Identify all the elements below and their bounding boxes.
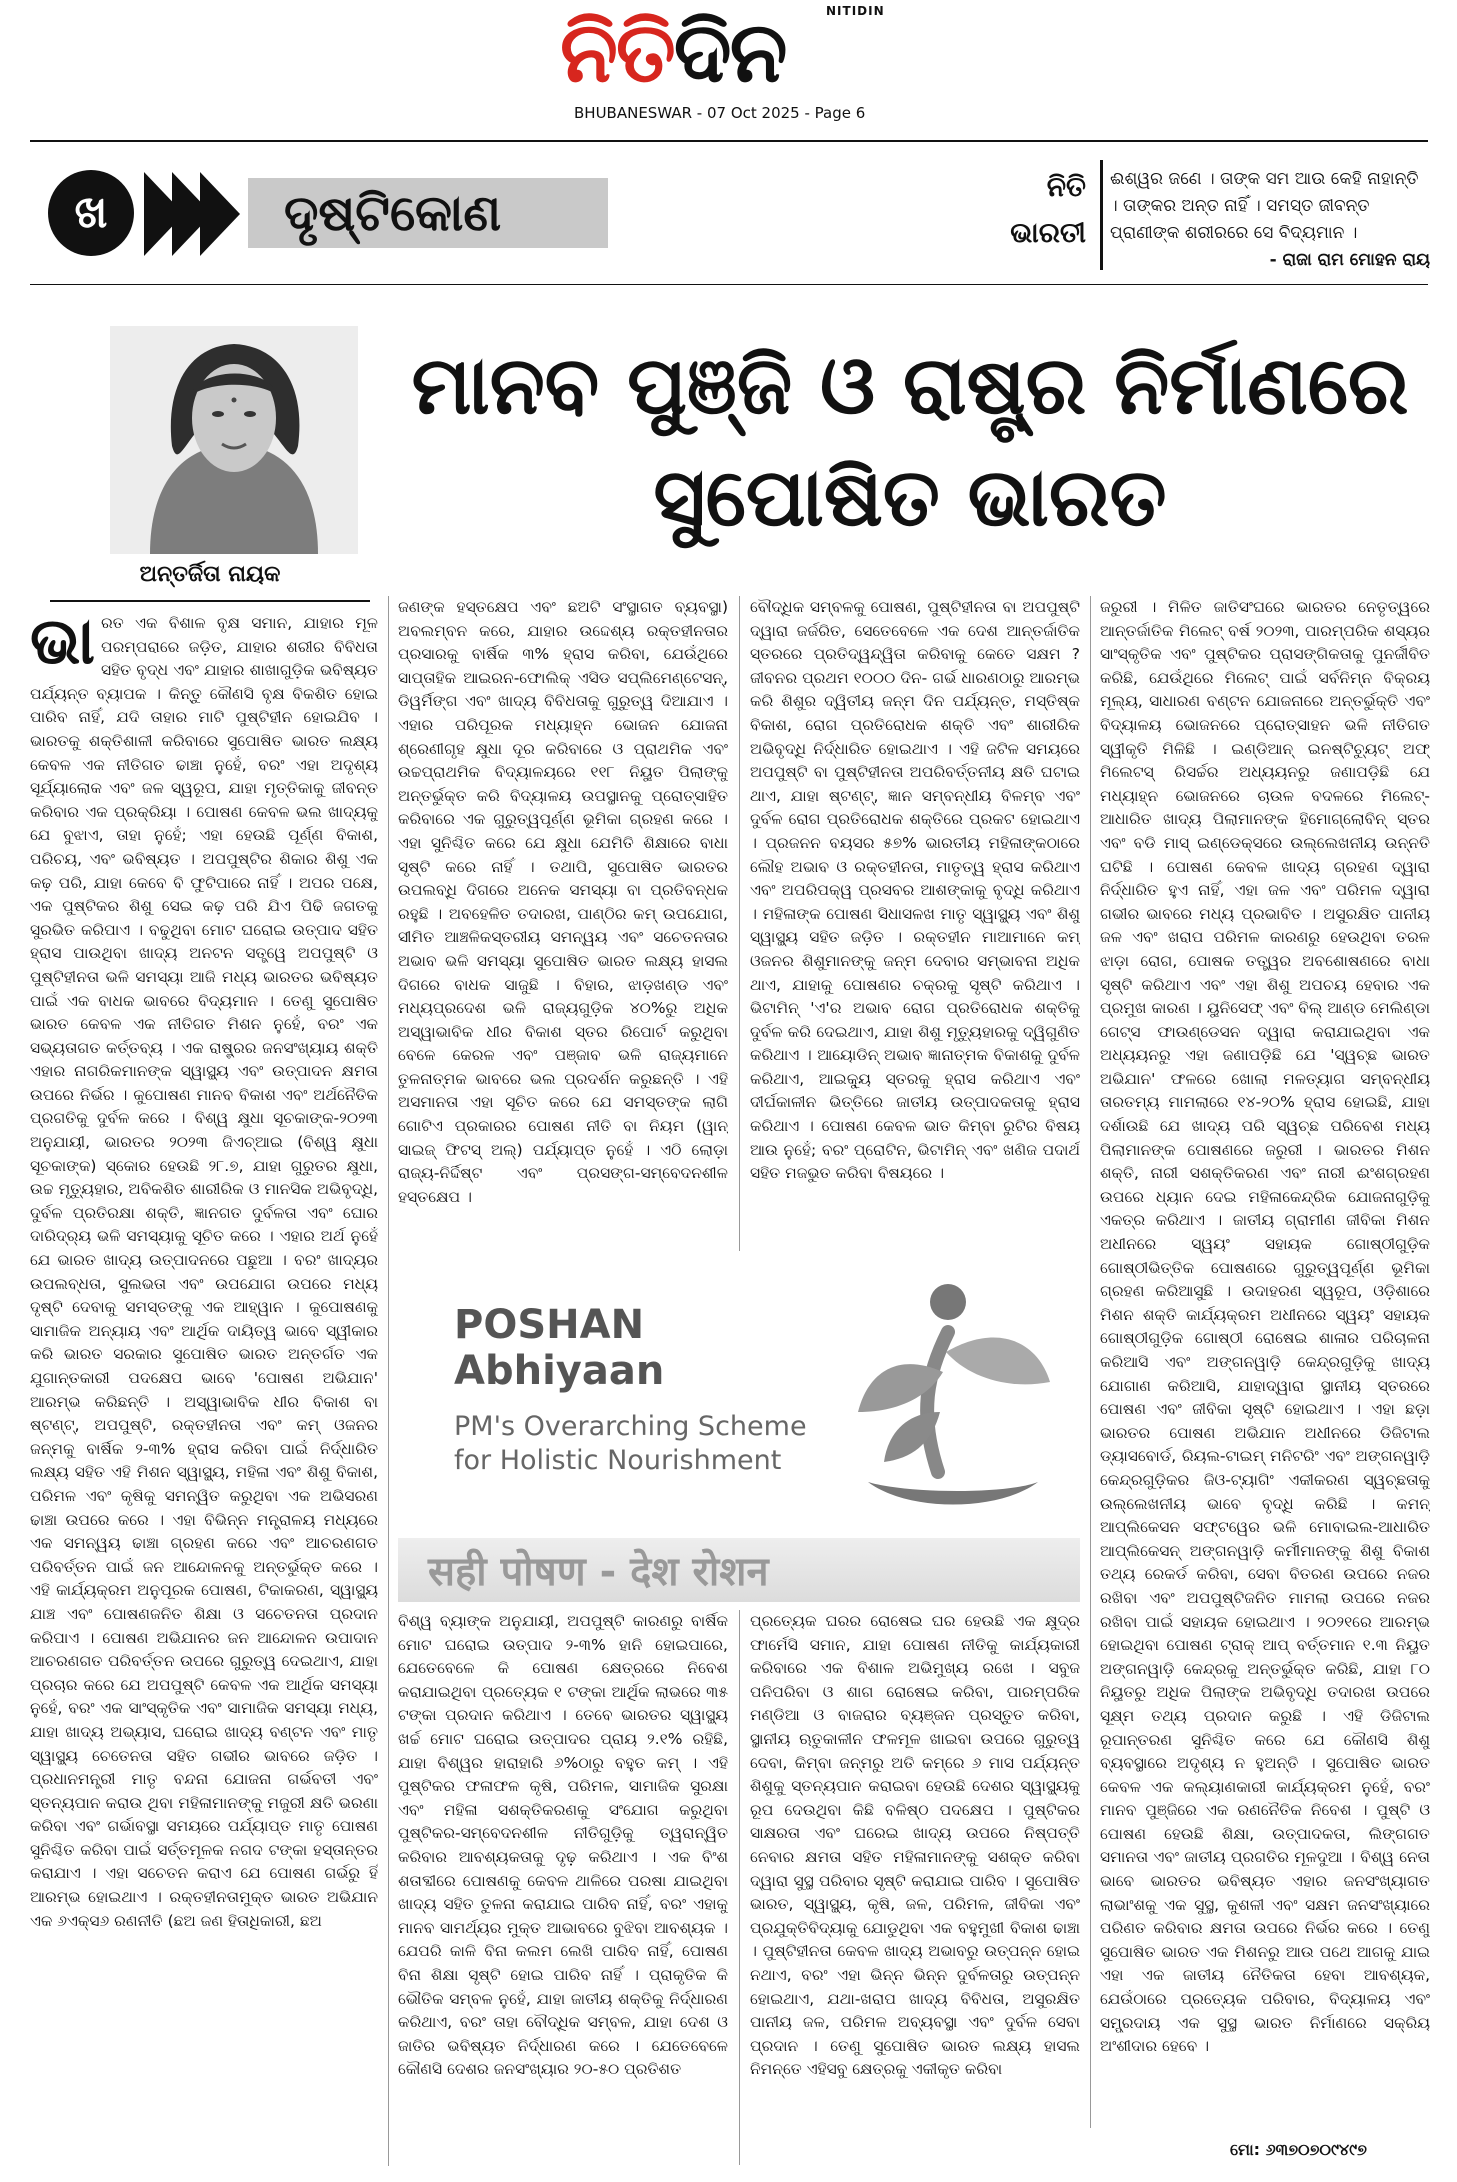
logo-part2: ଦିନ [673,3,786,101]
article-column-1 [30,612,378,2167]
article-column-2-lower [398,1610,728,2165]
column-4-text: ଜରୁରୀ । ମିଳିତ ଜାତିସଂଘରେ ଭାରତର ନେତୃତ୍ୱରେ ଆନ୍ତର୍ଜାତିକ ମିଲେଟ୍ ବର୍ଷ ୨୦୨୩, ପାରମ୍ପରିକ ଶସ୍ୟର ସାଂସ୍କୃତିକ ଏବଂ ପୁଷ୍ଟିକର ପ୍ରାସଙ୍ଗିକତାକୁ ପୁନର୍ଜୀବିତ କରିଛି, ଯେଉଁଥିରେ ମିଲେଟ୍ ପାଇଁ ସର୍ବନିମ୍ନ ବିକ୍ରୟ ମୂଲ୍ୟ, ସାଧାରଣ ବଣ୍ଟନ ଯୋଜନାରେ ଅନ୍ତର୍ଭୁକ୍ତି ଏବଂ ବିଦ୍ୟାଳୟ ଭୋଜନରେ ପ୍ରୋତ୍ସାହନ ଭଳି ନୀତିଗତ ସ୍ୱୀକୃତି ମିଳିଛି । ଇଣ୍ଡିଆନ୍ ଇନଷ୍ଟିଚ୍ୟୁଟ୍ ଅଫ୍ ମିଲେଟସ୍ ରିସର୍ଚ୍ଚର ଅଧ୍ୟୟନରୁ ଜଣାପଡ଼ିଛି ଯେ ମଧ୍ୟାହ୍ନ ଭୋଜନରେ ଚାଉଳ ବଦଳରେ ମିଲେଟ୍-ଆଧାରିତ ଖାଦ୍ୟ ପିଲାମାନଙ୍କ ହିମୋଗ୍ଲୋବିନ୍ ସ୍ତର ଏବଂ ବଡି ମାସ୍ ଇଣ୍ଡେକ୍ସରେ ଉଲ୍ଲେଖନୀୟ ଉନ୍ନତି ଘଟିଛି । ପୋଷଣ କେବଳ ଖାଦ୍ୟ ଗ୍ରହଣ ଦ୍ୱାରା ନିର୍ଦ୍ଧାରିତ ହୁଏ ନାହିଁ, ଏହା ଜଳ ଏବଂ ପରିମଳ ଦ୍ୱାରା ଗଭୀର ଭାବରେ ମଧ୍ୟ ପ୍ରଭାବିତ । ଅସୁରକ୍ଷିତ ପାନୀୟ ଜଳ ଏବଂ ଖରାପ ପରିମଳ କାରଣରୁ ହେଉଥିବା ତରଳ ଝାଡ଼ା ରୋଗ, ପୋଷକ ତତ୍ତ୍ୱର ଅବଶୋଷଣରେ ବାଧା ସୃଷ୍ଟି କରିଥାଏ ଏବଂ ଏହା ଶିଶୁ ଅପଚୟ ହେବାର ଏକ ପ୍ରମୁଖ କାରଣ । ୟୁନିସେଫ୍ ଏବଂ ବିଲ୍ ଆଣ୍ଡ ମେଲିଣ୍ଡା ଗେଟ୍ସ ଫାଉଣ୍ଡେସନ ଦ୍ୱାରା କରାଯାଇଥିବା ଏକ ଅଧ୍ୟୟନରୁ ଏହା ଜଣାପଡ଼ିଛି ଯେ 'ସ୍ୱଚ୍ଛ ଭାରତ ଅଭିଯାନ' ଫଳରେ ଖୋଲା ମଳତ୍ୟାଗ ସମ୍ବନ୍ଧୀୟ ତାରତମ୍ୟ ମାମଲାରେ ୧୪-୨୦% ହ୍ରାସ ହୋଇଛି, ଯାହା ଦର୍ଶାଉଛି ଯେ ଖାଦ୍ୟ ପରି ସ୍ୱଚ୍ଛ ପରିବେଶ ମଧ୍ୟ ପିଲାମାନଙ୍କ ପୋଷଣରେ ଜରୁରୀ । ଭାରତର ମିଶନ ଶକ୍ତି, ନାରୀ ସଶକ୍ତିକରଣ ଏବଂ ନାରୀ ଈଂଶଗ୍ରହଣ ଉପରେ ଧ୍ୟାନ ଦେଇ ମହିଳାକେନ୍ଦ୍ରିକ ଯୋଜନାଗୁଡ଼ିକୁ ଏକତ୍ର କରିଥାଏ । ଜାତୀୟ ଗ୍ରାମୀଣ ଜୀବିକା ମିଶନ ଅଧୀନରେ ସ୍ୱୟଂ ସହାୟକ ଗୋଷ୍ଠୀଗୁଡ଼ିକ ଗୋଷ୍ଠୀଭିତ୍ତିକ ପୋଷଣରେ ଗୁରୁତ୍ୱପୂର୍ଣ୍ଣ ଭୂମିକା ଗ୍ରହଣ କରିଆସୁଛି । ଉଦାହରଣ ସ୍ୱରୂପ, ଓଡ଼ିଶାରେ ମିଶନ ଶକ୍ତି କାର୍ଯ୍ୟକ୍ରମ ଅଧୀନରେ ସ୍ୱୟଂ ସହାୟକ ଗୋଷ୍ଠୀଗୁଡ଼ିକ ଗୋଷ୍ଠୀ ରୋଷେଇ ଶାଳାର ପରିଚାଳନା କରିଆସି ଏବଂ ଅଙ୍ଗନୱାଡ଼ି କେନ୍ଦ୍ରଗୁଡ଼ିକୁ ଖାଦ୍ୟ ଯୋଗାଣ କରିଆସି, ଯାହାଦ୍ୱାରା ସ୍ଥାନୀୟ ସ୍ତରରେ ପୋଷଣ ଏବଂ ଜୀବିକା ସୃଷ୍ଟି ହୋଇଥାଏ । ଏହା ଛଡ଼ା ଭାରତର ପୋଷଣ ଅଭିଯାନ ଅଧୀନରେ ଡିଜିଟାଲ ଡ୍ୟାସବୋର୍ଡ, ରିୟଲ-ଟାଇମ୍ ମନିଟରିଂ ଏବଂ ଅଙ୍ଗନୱାଡ଼ି କେନ୍ଦ୍ରଗୁଡ଼ିକର ଜିଓ-ଟ୍ୟାଗିଂ ଏକୀକରଣ ସ୍ୱଚ୍ଛତାକୁ ଉଲ୍ଲେଖନୀୟ ଭାବେ ବୃଦ୍ଧି କରିଛି । କମନ୍ ଆପ୍ଲିକେସନ ସଫ୍ଟୱେର ଭଳି ମୋବାଇଲ-ଆଧାରିତ ଆପ୍ଲିକେସନ୍ ଅଙ୍ଗନୱାଡ଼ି କର୍ମୀମାନଙ୍କୁ ଶିଶୁ ବିକାଶ ତଥ୍ୟ ରେକର୍ଡ କରିବା, ସେବା ବିତରଣ ଉପରେ ନଜର ରଖିବା ଏବଂ ଅପପୁଷ୍ଟିଜନିତ ମାମଲା ଉପରେ ନଜର ରଖିବା ପାଇଁ ସହାୟକ ହୋଇଥାଏ । ୨୦୨୧ରେ ଆରମ୍ଭ ହୋଇଥିବା ପୋଷଣ ଟ୍ରାକ୍ ଆପ୍ ବର୍ତ୍ତମାନ ୧.୩ ନିୟୁତ ଅଙ୍ଗନୱାଡ଼ି କେନ୍ଦ୍ରକୁ ଅନ୍ତର୍ଭୁକ୍ତ କରିଛି, ଯାହା ୮୦ ନିୟୁତରୁ ଅଧିକ ପିଲାଙ୍କ ଅଭିବୃଦ୍ଧି ତଦାରଖ ଉପରେ ସୂକ୍ଷ୍ମ ତଥ୍ୟ ପ୍ରଦାନ କରୁଛି । ଏହି ଡିଜିଟାଲ ରୂପାନ୍ତରଣ ସୁନିଶ୍ଚିତ କରେ ଯେ କୌଣସି ଶିଶୁ ବ୍ୟବସ୍ଥାରେ ଅଦୃଶ୍ୟ ନ ହୁଅନ୍ତି । ସୁପୋଷିତ ଭାରତ କେବଳ ଏକ କଲ୍ୟାଣକାରୀ କାର୍ଯ୍ୟକ୍ରମ ନୁହେଁ, ବରଂ ମାନବ ପୁଞ୍ଜିରେ ଏକ ରଣନୈତିକ ନିବେଶ । ପୁଷ୍ଟି ଓ ପୋଷଣ ହେଉଛି ଶିକ୍ଷା, ଉତ୍ପାଦକତା, ଲିଙ୍ଗଗତ ସମାନତା ଏବଂ ଜାତୀୟ ପ୍ରଗତିର ମୂଳଦୁଆ । ବିଶ୍ୱ ନେତା ଭାବେ ଭାରତର ଭବିଷ୍ୟତ ଏହାର ଜନସଂଖ୍ୟାଗତ ଲାଭାଂଶକୁ ଏକ ସୁସ୍ଥ, କୁଶଳୀ ଏବଂ ସକ୍ଷମ ଜନସଂଖ୍ୟାରେ ପରିଣତ କରିବାର କ୍ଷମତା ଉପରେ ନିର୍ଭର କରେ । ତେଣୁ ସୁପୋଷିତ ଭାରତ ଏକ ମିଶନରୁ ଆଉ ପଥେ ଆଗକୁ ଯାଇ ଏହା ଏକ ଜାତୀୟ ନୈତିକତା ହେବା ଆବଶ୍ୟକ, ଯେଉଁଠାରେ ପ୍ରତ୍ୟେକ ପରିବାର, ବିଦ୍ୟାଳୟ ଏବଂ ସମ୍ପ୍ରଦାୟ ଏକ ସୁସ୍ଥ ଭାରତ ନିର୍ମାଣରେ ସକ୍ରିୟ ଅଂଶୀଦାର ହେବେ । [1100,598,1430,2056]
section-band [48,160,1008,270]
section-badge: ଖ [48,170,134,256]
column-3-lower-text: ପ୍ରତ୍ୟେକ ଘରର ରୋଷେଇ ଘର ହେଉଛି ଏକ କ୍ଷୁଦ୍ର ଫାର୍ମେସି ସମାନ, ଯାହା ପୋଷଣ ନୀତିକୁ କାର୍ଯ୍ୟକାରୀ କରିବାରେ ଏକ ବିଶାଳ ଅଭିମୁଖ୍ୟ ରଖେ । ସବୁଜ ପନିପରିବା ଓ ଶାଗ ରୋଷେଇ କରିବା, ପାରମ୍ପରିକ ମଣ୍ଡିଆ ଓ ବାଜରାର ବ୍ୟଞ୍ଜନ ପ୍ରସ୍ତୁତ କରିବା, ସ୍ଥାନୀୟ ଋତୁକାଳୀନ ଫଳମୂଳ ଖାଇବା ଉପରେ ଗୁରୁତ୍ୱ ଦେବା, କିମ୍ବା ଜନ୍ମରୁ ଅତି କମ୍‌ରେ ୬ ମାସ ପର୍ଯ୍ୟନ୍ତ ଶିଶୁକୁ ସ୍ତନ୍ୟପାନ କରାଇବା ହେଉଛି ଦେଶର ସ୍ୱାସ୍ଥ୍ୟକୁ ରୂପ ଦେଉଥିବା କିଛି ବଳିଷ୍ଠ ପଦକ୍ଷେପ । ପୁଷ୍ଟିକର ସାକ୍ଷରତା ଏବଂ ଘରେଇ ଖାଦ୍ୟ ଉପରେ ନିଷ୍ପତ୍ତି ନେବାର କ୍ଷମତା ସହିତ ମହିଳାମାନଙ୍କୁ ସଶକ୍ତ କରିବା ଦ୍ୱାରା ସୁସ୍ଥ ପରିବାର ସୃଷ୍ଟି କରାଯାଇ ପାରିବ । ସୁପୋଷିତ ଭାରତ, ସ୍ୱାସ୍ଥ୍ୟ, କୃଷି, ଜଳ, ପରିମଳ, ଜୀବିକା ଏବଂ ପ୍ରଯୁକ୍ତିବିଦ୍ୟାକୁ ଯୋଡୁଥିବା ଏକ ବହୁମୁଖୀ ବିକାଶ ଢାଞ୍ଚା । ପୁଷ୍ଟିହୀନତା କେବଳ ଖାଦ୍ୟ ଅଭାବରୁ ଉତ୍ପନ୍ନ ହୋଇ ନଥାଏ, ବରଂ ଏହା ଭିନ୍ନ ଭିନ୍ନ ଦୁର୍ବଳତାରୁ ଉତ୍ପନ୍ନ ହୋଇଥାଏ, ଯଥା-ଖରାପ ଖାଦ୍ୟ ବିବିଧତା, ଅସୁରକ୍ଷିତ ପାନୀୟ ଜଳ, ପରିମଳ ଅବ୍ୟବସ୍ଥା ଏବଂ ଦୁର୍ବଳ ସେବା ପ୍ରଦାନ । ତେଣୁ ସୁପୋଷିତ ଭାରତ ଲକ୍ଷ୍ୟ ହାସଲ ନିମନ୍ତେ ଏହିସବୁ କ୍ଷେତ୍ରକୁ ଏକୀକୃତ କରିବା [750,1612,1080,2079]
poshan-slogan: सही पोषण - देश रोशन [428,1549,769,1595]
column-2-text: ଜଣଙ୍କ ହସ୍ତକ୍ଷେପ ଏବଂ ଛଅଟି ସଂସ୍ଥାଗତ ବ୍ୟବସ୍ଥା) ଅବଲମ୍ବନ କରେ, ଯାହାର ଉଦ୍ଦେଶ୍ୟ ରକ୍ତହୀନତାର ପ୍ରସାରକୁ ବାର୍ଷିକ ୩% ହ୍ରାସ କରିବା, ଯେଉଁଥିରେ ସାପ୍ତାହିକ ଆଇରନ-ଫୋଲିକ୍ ଏସିଡ ସପ୍ଲିମେଣ୍ଟେସନ୍, ଡିୱର୍ମିଙ୍ଗ ଏବଂ ଖାଦ୍ୟ ବିବିଧତାକୁ ଗୁରୁତ୍ୱ ଦିଆଯାଏ । ଏହାର ପରିପୂରକ ମଧ୍ୟାହ୍ନ ଭୋଜନ ଯୋଜନା ଶ୍ରେଣୀଗୃହ କ୍ଷୁଧା ଦୂର କରିବାରେ ଓ ପ୍ରାଥମିକ ଏବଂ ଉଚ୍ଚପ୍ରାଥମିକ ବିଦ୍ୟାଳୟରେ ୧୧୮ ନିୟୁତ ପିଲାଙ୍କୁ ଅନ୍ତର୍ଭୁକ୍ତ କରି ବିଦ୍ୟାଳୟ ଉପସ୍ଥାନକୁ ପ୍ରୋତ୍ସାହିତ କରିବାରେ ଏକ ଗୁରୁତ୍ୱପୂର୍ଣ୍ଣ ଭୂମିକା ଗ୍ରହଣ କରେ । ଏହା ସୁନିଶ୍ଚିତ କରେ ଯେ କ୍ଷୁଧା ଯେମିତି ଶିକ୍ଷାରେ ବାଧା ସୃଷ୍ଟି କରେ ନାହିଁ । ତଥାପି, ସୁପୋଷିତ ଭାରତର ଉପଲବ୍ଧି ଦିଗରେ ଅନେକ ସମସ୍ୟା ବା ପ୍ରତିବନ୍ଧକ ରହୁଛି । ଅବହେଳିତ ତଦାରଖ, ପାଣ୍ଠିର କମ୍ ଉପଯୋଗ, ସୀମିତ ଆଞ୍ଚଳିକସ୍ତରୀୟ ସମନ୍ୱୟ ଏବଂ ସଚେତନତାର ଅଭାବ ଭଳି ସମସ୍ୟା ସୁପୋଷିତ ଭାରତ ଲକ୍ଷ୍ୟ ହାସଲ ଦିଗରେ ବାଧକ ସାଜୁଛି । ବିହାର, ଝାଡ଼ଖଣ୍ଡ ଏବଂ ମଧ୍ୟପ୍ରଦେଶ ଭଳି ରାଜ୍ୟଗୁଡ଼ିକ ୪୦%ରୁ ଅଧିକ ଅସ୍ୱାଭାବିକ ଧୀର ବିକାଶ ସ୍ତର ରିପୋର୍ଟ କରୁଥିବା ବେଳେ କେରଳ ଏବଂ ପଞ୍ଜାବ ଭଳି ରାଜ୍ୟମାନେ ତୁଳନାତ୍ମକ ଭାବରେ ଭଲ ପ୍ରଦର୍ଶନ କରୁଛନ୍ତି । ଏହି ଅସମାନତା ଏହା ସୂଚିତ କରେ ଯେ ସମସ୍ତଙ୍କ ଲାଗି ଗୋଟିଏ ପ୍ରକାରର ପୋଷଣ ନୀତି ବା ନିୟମ (ୱାନ୍ ସାଇଜ୍ ଫିଟସ୍ ଅଲ୍) ପର୍ଯ୍ୟାପ୍ତ ନୁହେଁ । ଏଠି ଲୋଡ଼ା ରାଜ୍ୟ-ନିର୍ଦ୍ଦିଷ୍ଟ ଏବଂ ପ୍ରସଙ୍ଗ-ସମ୍ବେଦନଶୀଳ ହସ୍ତକ୍ଷେପ । [398,598,728,1206]
niti-bharati-line2: ଭାରତୀ [1010,216,1086,249]
author-byline: ଅନ୍ତର୍ଜିତା ନାୟକ [139,562,281,587]
column-1-text: ରତ ଏକ ବିଶାଳ ବୃକ୍ଷ ସମାନ, ଯାହାର ମୂଳ ପରମ୍ପରାରେ ଜଡ଼ିତ, ଯାହାର ଶରୀର ବିବିଧତା ସହିତ ବୃଦ୍ଧ ଏବଂ ଯାହାର ଶାଖାଗୁଡ଼ିକ ଭବିଷ୍ୟତ ପର୍ଯ୍ୟନ୍ତ ବ୍ୟାପକ । କିନ୍ତୁ କୌଣସି ବୃକ୍ଷ ବିକଶିତ ହୋଇ ପାରିବ ନାହିଁ, ଯଦି ତାହାର ମାଟି ପୁଷ୍ଟିହୀନ ହୋଇଯିବ । ଭାରତକୁ ଶକ୍ତିଶାଳୀ କରିବାରେ ସୁପୋଷିତ ଭାରତ ଲକ୍ଷ୍ୟ କେବଳ ଏକ ନୀତିଗତ ଢାଞ୍ଚା ନୁହେଁ, ବରଂ ଏହା ଅଦୃଶ୍ୟ ସୂର୍ଯ୍ୟାଲୋକ ଏବଂ ଜଳ ସ୍ୱରୂପ, ଯାହା ମୃତ୍ତିକାକୁ ଜୀବନ୍ତ କରିବାର ଏକ ପ୍ରକ୍ରିୟା । ପୋଷଣ କେବଳ ଭଲ ଖାଦ୍ୟକୁ ଯେ ବୁଝାଏ, ତାହା ନୁହେଁ; ଏହା ହେଉଛି ପୂର୍ଣ୍ଣ ବିକାଶ, ପରିଚୟ, ଏବଂ ଭବିଷ୍ୟତ । ଅପପୁଷ୍ଟିର ଶିକାର ଶିଶୁ ଏକ କଢ଼ ପରି, ଯାହା କେବେ ବି ଫୁଟିପାରେ ନାହିଁ । ଅପର ପକ୍ଷେ, ଏକ ପୁଷ୍ଟିକର ଶିଶୁ ସେଇ କଢ଼ ପରି ଯିଏ ପିଢି ଜଗତକୁ ସୁରଭିତ କରିପାଏ । ବଢୁଥିବା ମୋଟ ଘରୋଇ ଉତ୍ପାଦ ସହିତ ହ୍ରାସ ପାଉଥିବା ଖାଦ୍ୟ ଅନଟନ ସତ୍ତ୍ୱେ ଅପପୁଷ୍ଟି ଓ ପୁଷ୍ଟିହୀନତା ଭଳି ସମସ୍ୟା ଆଜି ମଧ୍ୟ ଭାରତର ଭବିଷ୍ୟତ ପାଇଁ ଏକ ବାଧକ ଭାବରେ ବିଦ୍ୟମାନ । ତେଣୁ ସୁପୋଷିତ ଭାରତ କେବଳ ଏକ ନୀତିଗତ ମିଶନ ନୁହେଁ, ବରଂ ଏକ ସଭ୍ୟତାଗତ କର୍ତ୍ତବ୍ୟ । ଏକ ରାଷ୍ଟ୍ରର ଜନସଂଖ୍ୟାୟ ଶକ୍ତି ଏହାର ନାଗରିକମାନଙ୍କ ସ୍ୱାସ୍ଥ୍ୟ ଏବଂ ଉତ୍ପାଦନ କ୍ଷମତା ଉପରେ ନିର୍ଭର । କୁପୋଷଣ ମାନବ ବିକାଶ ଏବଂ ଅର୍ଥନୈତିକ ପ୍ରଗତିକୁ ଦୁର୍ବଳ କରେ । ବିଶ୍ୱ କ୍ଷୁଧା ସୂଚକାଙ୍କ-୨୦୨୩ ଅନୁଯାୟୀ, ଭାରତର ୨୦୨୩ ଜିଏଚ୍ଆଇ (ବିଶ୍ୱ କ୍ଷୁଧା ସୂଚକାଙ୍କ) ସ୍କୋର ହେଉଛି ୨୮.୭, ଯାହା ଗୁରୁତର କ୍ଷୁଧା, ଉଚ୍ଚ ମୃତ୍ୟୁହାର, ଅବିକଶିତ ଶାରୀରିକ ଓ ମାନସିକ ଅଭିବୃଦ୍ଧି, ଦୁର୍ବଳ ପ୍ରତିରକ୍ଷା ଶକ୍ତି, ଜ୍ଞାନଗତ ଦୁର୍ବଳତା ଏବଂ ଘୋର ଦାରିଦ୍ର୍ୟ ଭଳି ସମସ୍ୟାକୁ ସୂଚିତ କରେ । ଏହାର ଅର୍ଥ ନୁହେଁ ଯେ ଭାରତ ଖାଦ୍ୟ ଉତ୍ପାଦନରେ ପଛୁଆ । ବରଂ ଖାଦ୍ୟର ଉପଲବ୍ଧତା, ସୁଲଭତା ଏବଂ ଉପଯୋଗ ଉପରେ ମଧ୍ୟ ଦୃଷ୍ଟି ଦେବାକୁ ସମସ୍ତଙ୍କୁ ଏକ ଆହ୍ୱାନ । କୁପୋଷଣକୁ ସାମାଜିକ ଅନ୍ୟାୟ ଏବଂ ଆର୍ଥିକ ଦାୟିତ୍ୱ ଭାବେ ସ୍ୱୀକାର କରି ଭାରତ ସରକାର ସୁପୋଷିତ ଭାରତ ଅନ୍ତର୍ଗତ ଏକ ଯୁଗାନ୍ତକାରୀ ପଦକ୍ଷେପ ଭାବେ 'ପୋଷଣ ଅଭିଯାନ' ଆରମ୍ଭ କରିଛନ୍ତି । ଅସ୍ୱାଭାବିକ ଧୀର ବିକାଶ ବା ଷ୍ଟଣ୍ଟ୍, ଅପପୁଷ୍ଟି, ରକ୍ତହୀନତା ଏବଂ କମ୍ ଓଜନର ଜନ୍ମକୁ ବାର୍ଷିକ ୨-୩% ହ୍ରାସ କରିବା ପାଇଁ ନିର୍ଦ୍ଧାରିତ ଲକ୍ଷ୍ୟ ସହିତ ଏହି ମିଶନ ସ୍ୱାସ୍ଥ୍ୟ, ମହିଳା ଏବଂ ଶିଶୁ ବିକାଶ, ପରିମଳ ଏବଂ କୃଷିକୁ ସମନ୍ୱିତ କରୁଥିବା ଏକ ଅଭିସରଣ ଢାଞ୍ଚା ଉପରେ କରେ । ଏହା ବିଭିନ୍ନ ମନ୍ତ୍ରାଳୟ ମଧ୍ୟରେ ଏକ ସମନ୍ୱୟ ଢାଞ୍ଚା ଗ୍ରହଣ କରେ ଏବଂ ଆଚରଣଗତ ପରିବର୍ତ୍ତନ ପାଇଁ ଜନ ଆନ୍ଦୋଳନକୁ ଅନ୍ତର୍ଭୁକ୍ତ କରେ । ଏହି କାର୍ଯ୍ୟକ୍ରମ ଅନୁପୂରକ ପୋଷଣ, ଟିକାକରଣ, ସ୍ୱାସ୍ଥ୍ୟ ଯାଞ୍ଚ ଏବଂ ପୋଷଣଜନିତ ଶିକ୍ଷା ଓ ସଚେତନତା ପ୍ରଦାନ କରିପାଏ । ପୋଷଣ ଅଭିଯାନର ଜନ ଆନ୍ଦୋଳନ ଉପାଦାନ ଆଚରଣଗତ ପରିବର୍ତ୍ତନ ଉପରେ ଗୁରୁତ୍ୱ ଦେଇଥାଏ, ଯାହା ପ୍ରଚାର କରେ ଯେ ଅପପୁଷ୍ଟି କେବଳ ଏକ ଆର୍ଥିକ ସମସ୍ୟା ନୁହେଁ, ବରଂ ଏକ ସାଂସ୍କୃତିକ ଏବଂ ସାମାଜିକ ସମସ୍ୟା ମଧ୍ୟ, ଯାହା ଖାଦ୍ୟ ଅଭ୍ୟାସ, ଘରୋଇ ଖାଦ୍ୟ ବଣ୍ଟନ ଏବଂ ମାତୃ ସ୍ୱାସ୍ଥ୍ୟ ଚେତେନତା ସହିତ ଗଭୀର ଭାବରେ ଜଡ଼ିତ । ପ୍ରଧାନମନ୍ତ୍ରୀ ମାତୃ ବନ୍ଦନା ଯୋଜନା ଗର୍ଭବତୀ ଏବଂ ସ୍ତନ୍ୟପାନ କରାଉ ଥିବା ମହିଳାମାନଙ୍କୁ ମଜୁରୀ କ୍ଷତି ଭରଣା କରିବା ଏବଂ ଗର୍ଭାବସ୍ଥା ସମୟରେ ପର୍ଯ୍ୟାପ୍ତ ମାତୃ ପୋଷଣ ସୁନିଶ୍ଚିତ କରିବା ପାଇଁ ସର୍ତ୍ତମୂଳକ ନଗଦ ଟଙ୍କା ହସ୍ତାନ୍ତର କରାଯାଏ । ଏହା ସଚେତନ କରାଏ ଯେ ପୋଷଣ ଗର୍ଭରୁ ହିଁ ଆରମ୍ଭ ହୋଇଥାଏ । ରକ୍ତହୀନତାମୁକ୍ତ ଭାରତ ଅଭିଯାନ ଏକ ୬ଏକ୍ସ୬ ରଣନୀତି (ଛଅ ଜଣ ହିତାଧିକାରୀ, ଛଅ [30,614,378,1930]
poshan-emblem-icon [828,1262,1068,1542]
dateline: BHUBANESWAR - 07 Oct 2025 - Page 6 [574,104,866,122]
section-rule [30,284,1428,285]
column-3-text: ବୌଦ୍ଧିକ ସମ୍ବଳକୁ ପୋଷଣ, ପୁଷ୍ଟିହୀନତା ବା ଅପପୁଷ୍ଟି ଦ୍ୱାରା ଜର୍ଜରିତ, ସେତେବେଳେ ଏକ ଦେଶ ଆନ୍ତର୍ଜାତିକ ସ୍ତରରେ ପ୍ରତିଦ୍ୱନ୍ଦ୍ୱିତା କରିବାକୁ କେତେ ସକ୍ଷମ ? ଜୀବନର ପ୍ରଥମ ୧୦୦୦ ଦିନ- ଗର୍ଭ ଧାରଣଠାରୁ ଆରମ୍ଭ କରି ଶିଶୁର ଦ୍ୱିତୀୟ ଜନ୍ମ ଦିନ ପର୍ଯ୍ୟନ୍ତ, ମସ୍ତିଷ୍କ ବିକାଶ, ରୋଗ ପ୍ରତିରୋଧକ ଶକ୍ତି ଏବଂ ଶାରୀରିକ ଅଭିବୃଦ୍ଧି ନିର୍ଦ୍ଧାରିତ ହୋଇଥାଏ । ଏହି ଜଟିଳ ସମୟରେ ଅପପୁଷ୍ଟି ବା ପୁଷ୍ଟିହୀନତା ଅପରିବର୍ତ୍ତନୀୟ କ୍ଷତି ଘଟାଇ ଥାଏ, ଯାହା ଷ୍ଟଣ୍ଟ୍, ଜ୍ଞାନ ସମ୍ବନ୍ଧୀୟ ବିଳମ୍ବ ଏବଂ ଦୁର୍ବଳ ରୋଗ ପ୍ରତିରୋଧକ ଶକ୍ତିରେ ପ୍ରକଟ ହୋଇଥାଏ । ପ୍ରଜନନ ବୟସର ୫୭% ଭାରତୀୟ ମହିଳାଙ୍କଠାରେ ଲୌହ ଅଭାବ ଓ ରକ୍ତହୀନତା, ମାତୃତ୍ୱ ହ୍ରାସ କରିଥାଏ ଏବଂ ଅପରିପକ୍ୱ ପ୍ରସବର ଆଶଙ୍କାକୁ ବୃଦ୍ଧି କରିଥାଏ । ମହିଳାଙ୍କ ପୋଷଣ ସିଧାସଳଖ ମାତୃ ସ୍ୱାସ୍ଥ୍ୟ ଏବଂ ଶିଶୁ ସ୍ୱାସ୍ଥ୍ୟ ସହିତ ଜଡ଼ିତ । ରକ୍ତହୀନ ମାଆମାନେ କମ୍ ଓଜନର ଶିଶୁମାନଙ୍କୁ ଜନ୍ମ ଦେବାର ସମ୍ଭାବନା ଅଧିକ ଥାଏ, ଯାହାକୁ ପୋଷଣର ଚକ୍ରକୁ ସୃଷ୍ଟି କରିଥାଏ । ଭିଟାମିନ୍ 'ଏ'ର ଅଭାବ ରୋଗ ପ୍ରତିରୋଧକ ଶକ୍ତିକୁ ଦୁର୍ବଳ କରି ଦେଇଥାଏ, ଯାହା ଶିଶୁ ମୃତ୍ୟୁହାରକୁ ଦ୍ୱିଗୁଣିତ କରିଥାଏ । ଆୟୋଡିନ୍ ଅଭାବ ଜ୍ଞାନାତ୍ମକ ବିକାଶକୁ ଦୁର୍ବଳ କରିଥାଏ, ଆଇକ୍ୟୁ ସ୍ତରକୁ ହ୍ରାସ କରିଥାଏ ଏବଂ ଦୀର୍ଘକାଳୀନ ଭିତ୍ତିରେ ଜାତୀୟ ଉତ୍ପାଦକତାକୁ ହ୍ରାସ କରିଥାଏ । ପୋଷଣ କେବଳ ଭାତ କିମ୍ବା ରୁଟିର ବିଷୟ ଆଉ ନୁହେଁ; ବରଂ ପ୍ରୋଟିନ, ଭିଟାମିନ୍ ଏବଂ ଖଣିଜ ପଦାର୍ଥ ସହିତ ମଜଭୁତ କରିବା ବିଷୟରେ । [750,598,1080,1183]
daily-quote [1110,166,1430,274]
masthead [0,0,1457,140]
poshan-abhiyaan-image [398,1262,1080,1602]
column-rule [388,596,389,2166]
article-column-4 [1100,596,1430,2128]
column-rule [1090,596,1091,2128]
author-photo [110,326,358,554]
poshan-title-line2: Abhiyaan [454,1348,665,1394]
chevron-right-icon [200,172,240,256]
column-rule [739,596,740,1251]
drop-cap: ଭା [30,612,95,679]
masthead-rule [30,140,1428,142]
poshan-title-line1: POSHAN [454,1302,645,1348]
article-column-2 [398,596,728,1251]
byline-rule [50,600,370,602]
column-2-lower-text: ବିଶ୍ୱ ବ୍ୟାଙ୍କ ଅନୁଯାୟୀ, ଅପପୁଷ୍ଟି କାରଣରୁ ବାର୍ଷିକ ମୋଟ ଘରୋଇ ଉତ୍ପାଦ ୨-୩% ହାନି ହୋଇପାରେ, ଯେତେବେଳେ କି ପୋଷଣ କ୍ଷେତ୍ରରେ ନିବେଶ କରାଯାଇଥିବା ପ୍ରତ୍ୟେକ ୧ ଟଙ୍କା ଆର୍ଥିକ ଲାଭରେ ୩୫ ଟଙ୍କା ପ୍ରଦାନ କରିଥାଏ । ତେବେ ଭାରତର ସ୍ୱାସ୍ଥ୍ୟ ଖର୍ଚ୍ଚ ମୋଟ ଘରୋଇ ଉତ୍ପାଦର ପ୍ରାୟ ୨.୧% ରହିଛି, ଯାହା ବିଶ୍ୱର ହାରାହାରି ୬%ଠାରୁ ବହୁତ କମ୍ । ଏହି ପୁଷ୍ଟିକର ଫଳାଫଳ କୃଷି, ପରିମଳ, ସାମାଜିକ ସୁରକ୍ଷା ଏବଂ ମହିଳା ସଶକ୍ତିକରଣକୁ ସଂଯୋଗ କରୁଥିବା ପୁଷ୍ଟିକର-ସମ୍ବେଦନଶୀଳ ନୀତିଗୁଡ଼ିକୁ ତ୍ୱରାନ୍ୱିତ କରିବାର ଆବଶ୍ୟକତାକୁ ଦୃଢ଼ କରିଥାଏ । ଏକ ବିଂଶ ଶତାବ୍ଦୀରେ ପୋଷଣକୁ କେବଳ ଥାଳିରେ ପରଷା ଯାଇଥିବା ଖାଦ୍ୟ ସହିତ ତୁଳନା କରାଯାଇ ପାରିବ ନାହିଁ, ବରଂ ଏହାକୁ ମାନବ ସାମର୍ଥ୍ୟର ମୁକ୍ତ ଆଭାବରେ ବୁଝିବା ଆବଶ୍ୟକ । ଯେପରି କାଳି ବିନା କଲମ ଲେଖି ପାରିବ ନାହିଁ, ପୋଷଣ ବିନା ଶିକ୍ଷା ସୃଷ୍ଟି ହୋଇ ପାରିବ ନାହିଁ । ପ୍ରାକୃତିକ କି ଭୌତିକ ସମ୍ବଳ ନୁହେଁ, ଯାହା ଜାତୀୟ ଶକ୍ତିକୁ ନିର୍ଦ୍ଧାରଣ କରିଥାଏ, ବରଂ ତାହା ବୌଦ୍ଧିକ ସମ୍ବଳ, ଯାହା ଦେଶ ଓ ଜାତିର ଭବିଷ୍ୟତ ନିର୍ଦ୍ଧାରଣ କରେ । ଯେତେବେଳେ କୌଣସି ଦେଶର ଜନସଂଖ୍ୟାର ୨୦-୫୦ ପ୍ରତିଶତ [398,1612,728,2079]
niti-bharati-line1: ନିତି [1046,170,1086,203]
niti-bharati-label [1000,160,1103,270]
section-title: ଦୃଷ୍ଟିକୋଣ [284,184,502,242]
brand-english: NITIDIN [826,4,885,18]
quote-text: ଈଶ୍ୱର ଜଣେ । ତାଙ୍କ ସମ ଆଉ କେହି ନାହାନ୍ତି । ତାଙ୍କର ଅନ୍ତ ନାହିଁ । ସମସ୍ତ ଜୀବନ୍ତ ପ୍ରାଣୀଙ୍କ ଶରୀରରେ ସେ ବିଦ୍ୟମାନ । [1110,169,1419,243]
author-contact: ମୋ: ୬୩୭୦୭୦୯୪୯୭ [1230,2140,1367,2159]
column-rule [739,1610,740,2165]
logo-part1: ନିତି [560,3,674,101]
quote-author: - ରାଜା ରାମ ମୋହନ ରାୟ [1269,250,1430,270]
article-column-3 [750,596,1080,1251]
article-column-3-lower [750,1610,1080,2165]
poshan-tagline: PM's Overarching Scheme for Holistic Nourishment [454,1411,807,1476]
article-headline: ମାନବ ପୁଞ୍ଜି ଓ ରାଷ୍ଟ୍ର ନିର୍ମାଣରେ ସୁପୋଷିତ ଭାରତ [411,339,1409,544]
